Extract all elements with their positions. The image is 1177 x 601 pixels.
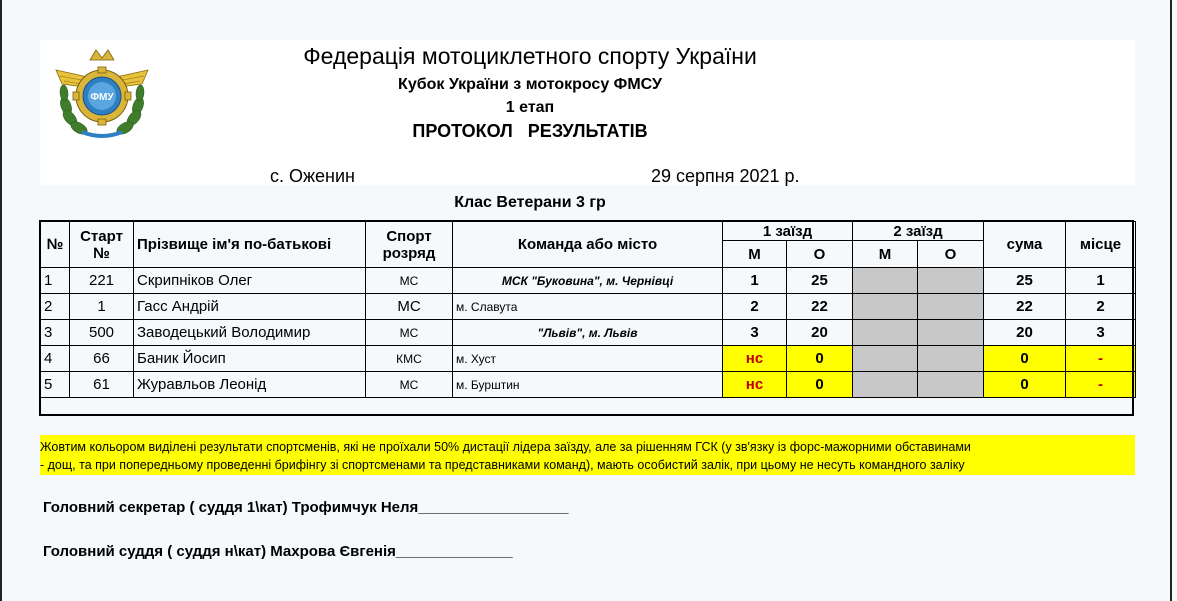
row-team: м. Хуст: [453, 346, 723, 372]
row-race2-o: [918, 320, 984, 346]
row-race2-m: [853, 372, 918, 398]
federation-logo-icon: [52, 40, 152, 140]
header-race2-m: М: [853, 241, 918, 268]
row-num: 3: [41, 320, 70, 346]
row-place: 2: [1066, 294, 1136, 320]
row-rank: МС: [366, 320, 453, 346]
row-start: 500: [70, 320, 134, 346]
results-table: [40, 221, 1136, 398]
row-sum: 0: [984, 372, 1066, 398]
row-race2-m: [853, 294, 918, 320]
row-race2-m: [853, 346, 918, 372]
row-race2-m: [853, 268, 918, 294]
row-race1-o: 20: [787, 320, 853, 346]
row-name: Баник Йосип: [134, 346, 366, 372]
row-race1-m: 1: [723, 268, 787, 294]
row-race1-m: 2: [723, 294, 787, 320]
header-race2: 2 заїзд: [853, 222, 984, 241]
row-team: "Львів", м. Львів: [453, 320, 723, 346]
header-start-label: Старт: [80, 227, 123, 245]
row-sum: 25: [984, 268, 1066, 294]
row-race1-m: 3: [723, 320, 787, 346]
note-line-1: Жовтим кольором виділені результати спортсменів, які не проїхали 50% дистації лідера заїзду, але за рішенням ГСК (у зв'язку із форс-мажорними обставинами: [40, 440, 971, 454]
row-team: м. Бурштин: [453, 372, 723, 398]
row-name: Заводецький Володимир: [134, 320, 366, 346]
protocol-title: ПРОТОКОЛ РЕЗУЛЬТАТІВ: [412, 121, 648, 141]
stage-title: 1 етап: [505, 99, 555, 116]
row-rank: МС: [366, 294, 453, 320]
row-sum: 20: [984, 320, 1066, 346]
header-race1-o: О: [787, 241, 853, 268]
row-race2-o: [918, 294, 984, 320]
table-row: [41, 294, 1136, 320]
row-place: 3: [1066, 320, 1136, 346]
row-num: 1: [41, 268, 70, 294]
table-row: [41, 320, 1136, 346]
secretary-signature: Головний секретар ( суддя 1\кат) Трофимчук Неля__________________: [43, 499, 569, 516]
header-race2-o: О: [918, 241, 984, 268]
header-team: Команда або місто: [453, 222, 723, 268]
page-border-right: [1170, 0, 1172, 601]
svg-text:ФМУ: ФМУ: [90, 92, 114, 103]
judge-signature: Головний суддя ( суддя н\кат) Махрова Євгенія______________: [43, 543, 513, 560]
table-row: [41, 346, 1136, 372]
header-sum: сума: [984, 222, 1066, 268]
row-rank: КМС: [366, 346, 453, 372]
row-start: 1: [70, 294, 134, 320]
event-date: 29 серпня 2021 р.: [651, 166, 800, 186]
row-race2-o: [918, 268, 984, 294]
row-race2-m: [853, 320, 918, 346]
row-race1-o: 0: [787, 372, 853, 398]
header-start: [70, 222, 134, 268]
row-race1-m: нс: [723, 372, 787, 398]
header-name: Прізвище ім'я по-батькові: [134, 222, 366, 268]
header-rank-line2: розряд: [382, 244, 436, 262]
cup-title: Кубок України з мотокросу ФМСУ: [398, 76, 662, 93]
federation-title: Федерація мотоциклетного спорту України: [303, 43, 757, 69]
header-place: місце: [1066, 222, 1136, 268]
row-start: 66: [70, 346, 134, 372]
header-start-num: №: [93, 244, 110, 262]
header-rank-line1: Спорт: [386, 227, 432, 245]
table-row: [41, 268, 1136, 294]
page-border-left: [0, 0, 2, 601]
row-num: 4: [41, 346, 70, 372]
row-place: -: [1066, 372, 1136, 398]
row-start: 221: [70, 268, 134, 294]
event-place: с. Оженин: [270, 166, 355, 186]
row-rank: МС: [366, 372, 453, 398]
row-team: МСК "Буковина", м. Чернівці: [453, 268, 723, 294]
row-num: 5: [41, 372, 70, 398]
row-race1-o: 22: [787, 294, 853, 320]
row-race1-o: 25: [787, 268, 853, 294]
class-title: Клас Ветерани 3 гр: [454, 194, 606, 211]
row-rank: МС: [366, 268, 453, 294]
row-race1-m: нс: [723, 346, 787, 372]
row-place: -: [1066, 346, 1136, 372]
table-row: [41, 372, 1136, 398]
header-race1: 1 заїзд: [723, 222, 853, 241]
row-race1-o: 0: [787, 346, 853, 372]
row-num: 2: [41, 294, 70, 320]
row-place: 1: [1066, 268, 1136, 294]
header-rank: [366, 222, 453, 268]
header-race1-m: М: [723, 241, 787, 268]
highlight-note: [40, 435, 1135, 475]
row-sum: 22: [984, 294, 1066, 320]
row-name: Гасс Андрій: [134, 294, 366, 320]
row-name: Скрипніков Олег: [134, 268, 366, 294]
header-num: №: [41, 222, 70, 268]
row-sum: 0: [984, 346, 1066, 372]
row-race2-o: [918, 346, 984, 372]
row-race2-o: [918, 372, 984, 398]
row-name: Журавльов Леонід: [134, 372, 366, 398]
row-start: 61: [70, 372, 134, 398]
row-team: м. Славута: [453, 294, 723, 320]
note-line-2: - дощ, та при попередньому проведенні брифінгу зі спортсменами та представниками команд), мають особистий залік, при цьому не несуть командного заліку: [40, 458, 965, 472]
